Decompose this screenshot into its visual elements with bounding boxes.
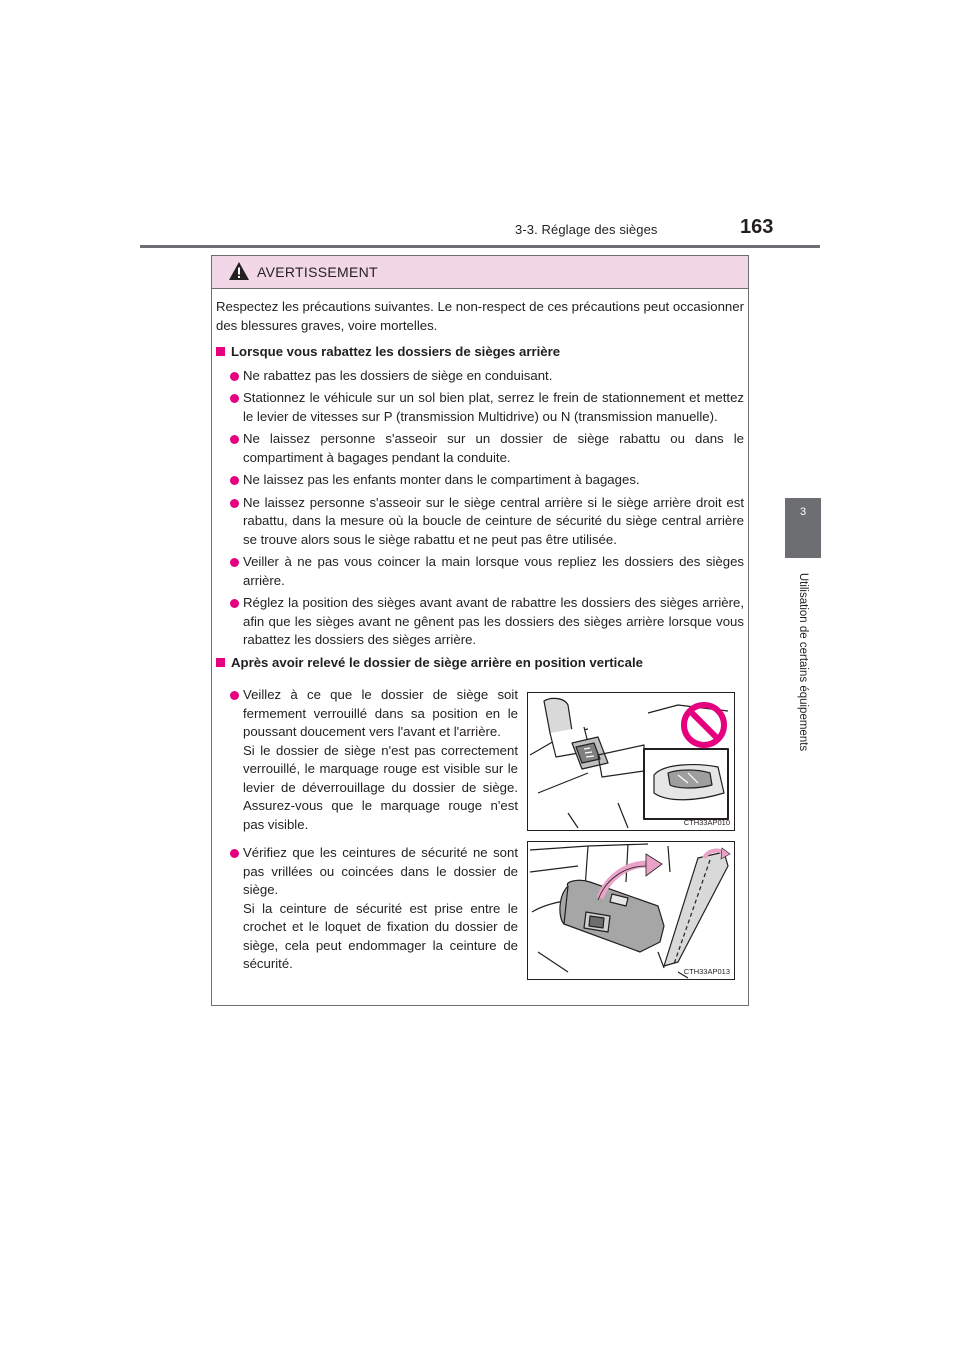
warning-intro: Respectez les précautions suivantes. Le non-respect de ces précautions peut occasionner des blessures graves, voire mortelles.	[216, 299, 744, 333]
round-bullet-icon	[230, 849, 239, 858]
list-item-text: Ne laissez personne s'asseoir sur un dossier de siège rabattu ou dans le compartiment à bagages pendant la conduite.	[243, 431, 744, 465]
round-bullet-icon	[230, 476, 239, 485]
square-bullet-icon	[216, 658, 225, 667]
list-item-text: Veiller à ne pas vous coincer la main lorsque vous repliez les dossiers des sièges arrière.	[243, 554, 744, 588]
round-bullet-icon	[230, 691, 239, 700]
section-heading	[216, 654, 744, 673]
list-item	[216, 594, 744, 650]
list-item	[216, 844, 518, 974]
header-rule	[140, 245, 820, 248]
list-item-text: Ne laissez personne s'asseoir sur le siège central arrière si le siège arrière droit est rabattu, dans la mesure où la boucle de ceinture de sécurité du siège central arrière se trouve alors sous le siège rabattu et ne peut pas être utilisée.	[243, 494, 744, 547]
round-bullet-icon	[230, 599, 239, 608]
chapter-tab-number: 3	[799, 506, 807, 518]
section-heading-text: Lorsque vous rabattez les dossiers de sièges arrière	[231, 344, 561, 359]
list-item	[216, 389, 744, 426]
list-item-text: Vérifiez que les ceintures de sécurité ne sont pas vrillées ou coincées dans le dossier de siège. Si la ceinture de sécurité est prise entre le crochet et le loquet de fixation du dossier de siège, cela peut endommager la ceinture de sécurité.	[243, 845, 518, 971]
list-item	[216, 686, 518, 834]
list-item	[216, 471, 744, 490]
round-bullet-icon	[230, 394, 239, 403]
warning-title: AVERTISSEMENT	[257, 264, 378, 280]
list-item-text: Ne rabattez pas les dossiers de siège en conduisant.	[243, 367, 553, 383]
figure-label: CTH33AP010	[683, 818, 730, 827]
list-item	[216, 553, 744, 590]
list-item-text: Veillez à ce que le dossier de siège soit fermement verrouillé dans sa position en le poussant doucement vers l'avant et l'arrière. Si le dossier de siège n'est pas correctement verrouillé, le marquage rouge est visible sur le levier de déverrouillage du dossier de siège. Assurez-vous que le marquage rouge n'est pas visible.	[243, 687, 518, 832]
page-header-section: 3-3. Réglage des sièges	[515, 222, 658, 237]
list-item	[216, 430, 744, 467]
list-item-text: Réglez la position des sièges avant avant de rabattre les dossiers des sièges arrière, afin que les sièges avant ne gênent pas les dossiers des sièges arrière lorsque vous rabattez les dossiers des sièges arrière.	[243, 595, 744, 647]
figure-label: CTH33AP013	[683, 967, 730, 976]
figure-seatbelt-check	[527, 841, 735, 980]
round-bullet-icon	[230, 499, 239, 508]
round-bullet-icon	[230, 558, 239, 567]
figure-seatback-lock	[527, 692, 735, 831]
list-item	[216, 494, 744, 550]
list-item	[216, 367, 744, 386]
square-bullet-icon	[216, 347, 225, 356]
chapter-tab[interactable]	[785, 498, 821, 558]
warning-triangle-icon	[228, 261, 250, 281]
prohibition-icon	[684, 705, 724, 745]
round-bullet-icon	[230, 435, 239, 444]
page-number: 163	[740, 216, 774, 238]
round-bullet-icon	[230, 372, 239, 381]
list-item-text: Stationnez le véhicule sur un sol bien plat, serrez le frein de stationnement et mettez le levier de vitesses sur P (transmission Multidrive) ou N (transmission manuelle).	[243, 390, 744, 424]
section-heading	[216, 343, 744, 362]
seatback-lock-illustration	[528, 693, 734, 830]
list-item-text: Ne laissez pas les enfants monter dans le compartiment à bagages.	[243, 472, 640, 487]
section-heading-text: Après avoir relevé le dossier de siège arrière en position verticale	[231, 654, 643, 670]
seatbelt-check-illustration	[528, 842, 734, 979]
chapter-side-label-text: Utilisation de certains équipements	[797, 572, 809, 752]
warning-header	[212, 256, 748, 289]
